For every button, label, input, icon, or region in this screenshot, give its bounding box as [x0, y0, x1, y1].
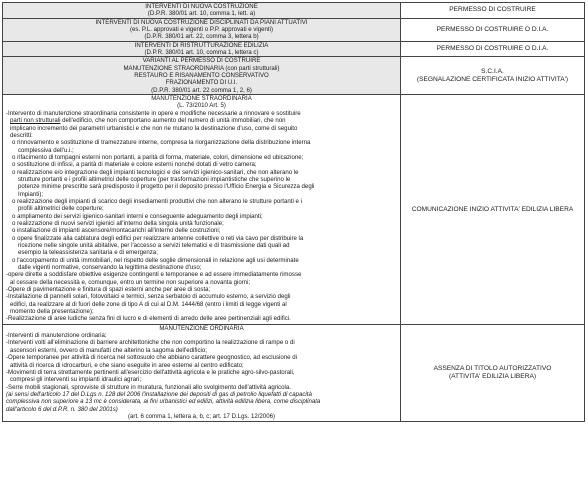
- ms-bullet-item: o realizzazione degli impianti di scarico degli insediamenti produttivi che non alterano le strutture portanti e i profili altimetrici delle coperture;: [12, 197, 302, 213]
- row-3-description: INTERVENTI DI RISTRUTTURAZIONE EDILIZIA (D.P.R. 380/01 art. 10, comma 1, lettera c): [3, 41, 401, 57]
- mo-reference: (art. 6 comma 1, lettera a, b, c; art. 17 D.Lgs. 12/2006): [128, 412, 275, 420]
- mo-item: -Movimenti di terra strettamente pertinenti all'esercizio dell'attività agricola e le pratiche agro-silvo-pastorali, compresi gli interventi su impianti idraulici agrari;: [6, 368, 295, 384]
- ms-bullet-item: o installazione di impianti ascensore/montacarichi all'interno delle costruzioni;: [12, 227, 221, 235]
- ms-header: MANUTENZIONE STRAORDINARIA (L. 73/2010 Art. 5): [151, 95, 252, 110]
- ms-other-item: -Realizzazione di aree ludiche senza fini di lucro e di elementi di arredo delle aree pertinenziali agli edifici.: [6, 315, 291, 323]
- row-manutenzione-straordinaria: [3, 95, 585, 325]
- ms-bullet-item: o rinnovamento e sostituzione di tramezzature interne, compresa la riorganizzazione della distribuzione interna complessiva dell'u.i.;: [12, 139, 311, 154]
- mo-body: -Interventi di manutenzione ordinaria; -Interventi volti all'eliminazione di barriere architettoniche che non comportino la realizzazione di rampe o di ascensori esterni, ovvero di manufatti che alterino la sagoma dell'edificio; -Opere temporanee per attività di ricerca nel sottosuolo che abbiano carattere geognostico, ad esclusione di attività di ricerca di idrocarburi, e che siano eseguite in aree esterne al centro edificato; -Movimenti di terra strettamente pertinenti all'esercizio dell'attività agricola e le pratiche agro-silvo-pastorali, compresi gli interventi su impianti idraulici agrari; -Serre mobili stagionali, sprovviste di strutture in muratura, funzionali allo svolgimento dell'attività agricola. (ai sensi dell'articolo 17 del D.Lgs n. 128 del 2006 l'installazione dei depositi di gas di petrolio liquefatti di capacità complessiva non superiore a 13 mc è considerata, ai fini urbanistici ed edilizi, attività edilizia libera, come disciplinata dall'articolo 6 del d.P.R. n. 380 del 2001s) (art. 6 comma 1, lettera a, b, c; art. 17 D.Lgs. 12/2006): [3, 332, 400, 421]
- ms-bullet-list: [6, 139, 397, 271]
- mo-title: ASSENZA DI TITOLO AUTORIZZATIVO (ATTIVITA' EDILIZIA LIBERA): [401, 324, 585, 421]
- mo-item: -Interventi di manutenzione ordinaria;: [6, 332, 107, 340]
- row-4-title: S.C.I.A. (SEGNALAZIONE CERTIFICATA INIZIO ATTIVITA'): [401, 57, 585, 95]
- mo-note: (ai sensi dell'articolo 17 del D.Lgs n. 128 del 2006 l'installazione dei depositi di gas di petrolio liquefatti di capacità: [6, 390, 312, 398]
- ms-bullet-item: o realizzazione e/o integrazione degli impianti tecnologici e dei servizi igienico-sanitari, che non alterano le strutture portanti e i profili altimetrici delle coperture (per trasformazioni impiantistiche che superino le potenze minime prescritte sarà predisposto il progetto per il deposito presso l'Ufficio Energia e Sicurezza degli Impianti);: [12, 168, 315, 198]
- ms-bullet-item: o ampliamento dei servizi igienico-sanitari interni e conseguente adeguamento degli impianti;: [12, 212, 263, 220]
- ms-title: COMUNICAZIONE INIZIO ATTIVITA' EDILIZIA LIBERA: [401, 95, 585, 325]
- row-1-title: PERMESSO DI COSTRUIRE: [401, 3, 585, 19]
- ms-body: -Intervento di manutenzione straordinaria consistente in opere e modifiche necessarie a rinnovare e sostituire parti non strutturali dell'edificio, che non comportano aumento del numero di unità immobiliari, che non implicano incremento dei parametri urbanistici e che non ne mutano la destinazione d'uso, come di seguito descritti: o rinnovamento e sostituzione di tramezzature interne, compresa la riorganizzazione della distribuzione interna complessiva dell'u.i.; o rifacimento di tompagni esterni non portanti, a parità di forma, materiale, colori, dimensione ed ubicazione; o sostituzione di infissi, a parità di materiale e colore esterni nonché dotati di vetro camera; o realizzazione e/o integrazione degli impianti tecnologici e dei servizi igienico-sanitari, che non alterano le strutture portanti e i profili altimetrici delle coperture (per trasformazioni impiantistiche che superino le potenze minime prescritte sarà predisposto il progetto per il deposito presso l'Ufficio Energia e Sicurezza degli Impianti); o realizzazione degli impianti di scarico degli insediamenti produttivi che non alterano le strutture portanti e i profili altimetrici delle coperture; o ampliamento dei servizi igienico-sanitari interni e conseguente adeguamento degli impianti; o realizzazione di nuovi servizi igienici all'interno della singola unità funzionale; o installazione di impianti ascensore/montacarichi all'interno delle costruzioni; o opere finalizzate alla cablatura degli edifici per realizzare antenne collettive o reti via cavo per distribuire la ricezione nelle singole unità abitative, per l'accesso a servizi telematici e di trasmissione dati quali ad esempio la teleassistenza sanitaria e di emergenza; o l'accorpamento di unità immobiliari, nel rispetto delle soglie dimensionali in relazione agli usi determinate dalle vigenti normative, conservando la legittima destinazione d'uso; -opere dirette a soddisfare obiettive esigenze contingenti e temporanee e ad essere immediatamente rimosse al cessare della necessità e, comunque, entro un termine non superiore a novanta giorni; -Opere di pavimentazione e finitura di spazi esterni anche per aree di sosta; -Installazione di pannelli solari, fotovoltaici e termici, senza serbatoio di accumulo esterno, a servizio degli edifici, da realizzare al di fuori delle zone di tipo A di cui al D.M. 1444/68 (entro i limiti di legge vigenti al momento della presentazione); -Realizzazione di aree ludiche senza fini di lucro e di elementi di arredo delle aree pertinenziali agli edifici.: [3, 110, 400, 324]
- mo-item: -Serre mobili stagionali, sprovviste di strutture in muratura, funzionali allo svolgimento dell'attività agricola.: [6, 383, 291, 391]
- ms-bullet-item: o realizzazione di nuovi servizi igienici all'interno della singola unità funzionale;: [12, 219, 224, 227]
- ms-bullet-item: o opere finalizzate alla cablatura degli edifici per realizzare antenne collettive o reti via cavo per distribuire la ricezione nelle singole unità abitative, per l'accesso a servizi telematici e di trasmissione dati quali ad esempio la teleassistenza sanitaria e di emergenza;: [12, 234, 304, 257]
- row-2-title: PERMESSO DI COSTRUIRE O D.I.A.: [401, 18, 585, 41]
- mo-item: -Opere temporanee per attività di ricerca nel sottosuolo che abbiano carattere geognostico, ad esclusione di attività di ricerca di idrocarburi, e che siano eseguite in aree esterne al centro edificato;: [6, 354, 297, 369]
- row-piani-attuativi: [3, 18, 585, 41]
- row-manutenzione-ordinaria: [3, 324, 585, 421]
- ms-other-item: -Opere di pavimentazione e finitura di spazi esterni anche per aree di sosta;: [6, 286, 211, 294]
- ms-cell: [3, 95, 401, 325]
- row-varianti: [3, 57, 585, 95]
- mo-cell: [3, 324, 401, 421]
- ms-other-item: -Installazione di pannelli solari, fotovoltaici e termici, senza serbatoio di accumulo esterno, a servizio degli edifici, da realizzare al di fuori delle zone di tipo A di cui al D.M. 1444/68 (entro i limiti di legge vigenti al momento della presentazione);: [6, 293, 291, 316]
- row-4-description: VARIANTI AL PERMESSO DI COSTRUIRE MANUTENZIONE STRAORDINARIA (con parti strutturali) RESTAURO E RISANAMENTO CONSERVATIVO FRAZIONAMENTO DI U.I. (D.P.R. 380/01 art. 22 comma 1, 2, 6): [3, 57, 401, 95]
- row-3-title: PERMESSO DI COSTRUIRE O D.I.A.: [401, 41, 585, 57]
- row-2-description: INTERVENTI DI NUOVA COSTRUZIONE DISCIPLINATI DA PIANI ATTUATIVI (es. P.L. approvati e vigenti o P.P. approvati e vigenti) (D.P.R. 380/01 art. 22, comma 3, lettera b): [3, 18, 401, 41]
- mo-item-list: [6, 332, 397, 391]
- procedures-table: [2, 2, 585, 422]
- ms-other-item: -opere dirette a soddisfare obiettive esigenze contingenti e temporanee e ad essere immediatamente rimosse al cessare della necessità e, comunque, entro un termine non superiore a novanta giorni;: [6, 271, 302, 286]
- mo-item: -Interventi volti all'eliminazione di barriere architettoniche che non comportino la realizzazione di rampe o di ascensori esterni, ovvero di manufatti che alterino la sagoma dell'edificio;: [6, 339, 295, 354]
- row-1-description: INTERVENTI DI NUOVA COSTRUZIONE (D.P.R. 380/01 art. 10, comma 1, lett. a): [3, 3, 401, 19]
- row-ristrutturazione: [3, 41, 585, 57]
- mo-header: MANUTENZIONE ORDINARIA: [159, 324, 244, 332]
- ms-other-list: [6, 271, 397, 322]
- ms-bullet-item: o l'accorpamento di unità immobiliari, nel rispetto delle soglie dimensionali in relazione agli usi determinate dalle vigenti normative, conservando la legittima destinazione d'uso;: [12, 256, 299, 272]
- ms-bullet-item: o sostituzione di infissi, a parità di materiale e colore esterni nonché dotati di vetro camera;: [12, 161, 257, 169]
- ms-bullet-item: o rifacimento di tompagni esterni non portanti, a parità di forma, materiale, colori, dimensione ed ubicazione;: [12, 153, 304, 161]
- row-nuova-costruzione: [3, 3, 585, 19]
